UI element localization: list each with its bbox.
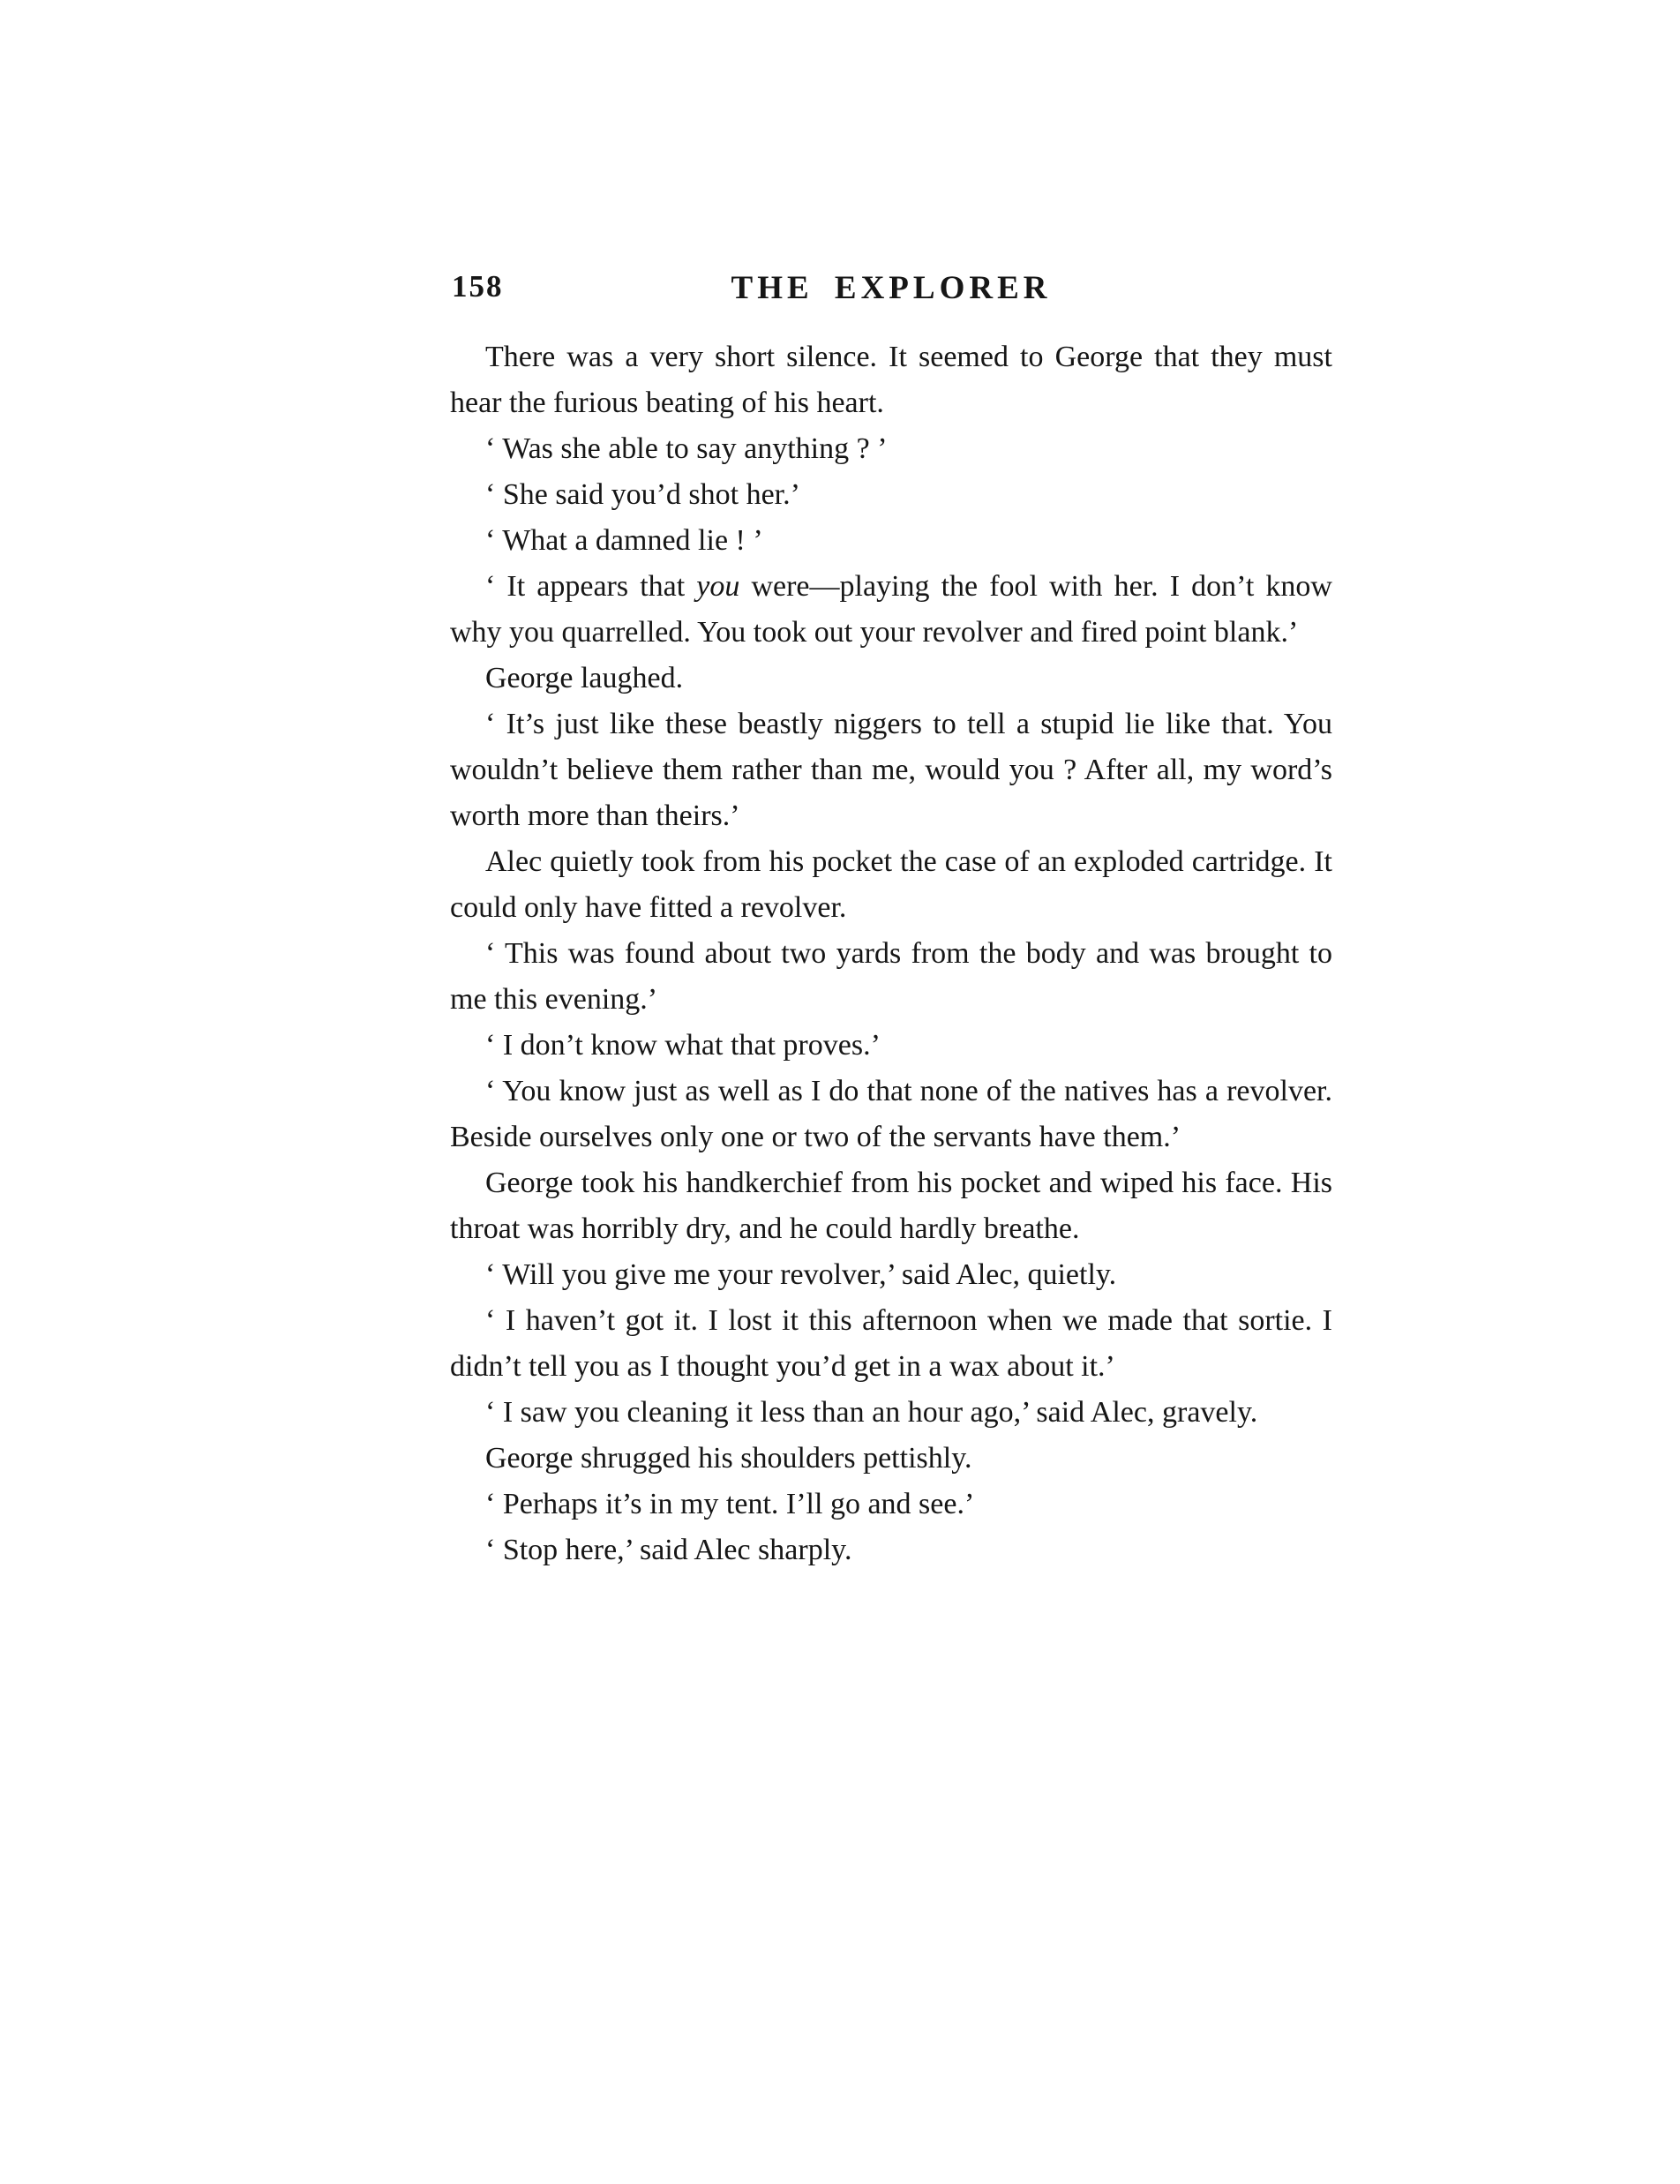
- book-page: [450, 269, 1332, 1573]
- running-head: [450, 269, 1332, 311]
- page-number: 158: [452, 269, 504, 304]
- paragraph: ‘ You know just as well as I do that none of the natives has a revolver. Beside ourselves only one or two of the servants have them.’: [450, 1075, 1332, 1153]
- paragraph: George laughed.: [485, 662, 684, 694]
- paragraph: Alec quietly took from his pocket the case of an exploded cartridge. It could only have fitted a revolver.: [450, 845, 1332, 924]
- running-title: THE EXPLORER: [731, 270, 1052, 306]
- paragraph: ‘ Stop here,’ said Alec sharply.: [485, 1534, 852, 1566]
- paragraph-text: ‘ It appears that: [485, 570, 697, 603]
- italic-word: you: [696, 570, 740, 603]
- paragraph: There was a very short silence. It seemed to George that they must hear the furious beating of his heart.: [450, 341, 1332, 419]
- paragraph: ‘ What a damned lie ! ’: [485, 524, 763, 557]
- paragraph: [450, 564, 1332, 656]
- paragraph: ‘ Perhaps it’s in my tent. I’ll go and see.’: [485, 1488, 975, 1520]
- paragraph: ‘ I haven’t got it. I lost it this afternoon when we made that sortie. I didn’t tell you as I thought you’d get in a wax about it.’: [450, 1304, 1332, 1383]
- paragraph: ‘ Will you give me your revolver,’ said Alec, quietly.: [485, 1258, 1117, 1291]
- paragraph-text: were—playing the fool with her. I don’t know why you quarrelled. You took out your revolver and fired point blank.’: [450, 570, 1332, 649]
- paragraph: George shrugged his shoulders pettishly.: [485, 1442, 972, 1475]
- paragraph: George took his handkerchief from his pocket and wiped his face. His throat was horribly dry, and he could hardly breathe.: [450, 1167, 1332, 1245]
- paragraph: ‘ I saw you cleaning it less than an hour ago,’ said Alec, gravely.: [485, 1396, 1258, 1429]
- paragraph: ‘ I don’t know what that proves.’: [485, 1029, 881, 1062]
- paragraph: ‘ She said you’d shot her.’: [485, 478, 800, 511]
- text-block: [450, 334, 1332, 1573]
- paragraph: ‘ Was she able to say anything ? ’: [485, 432, 888, 465]
- paragraph: ‘ This was found about two yards from the body and was brought to me this evening.’: [450, 937, 1332, 1016]
- paragraph: ‘ It’s just like these beastly niggers to tell a stupid lie like that. You wouldn’t believe them rather than me, would you ? After all, my word’s worth more than theirs.’: [450, 708, 1332, 832]
